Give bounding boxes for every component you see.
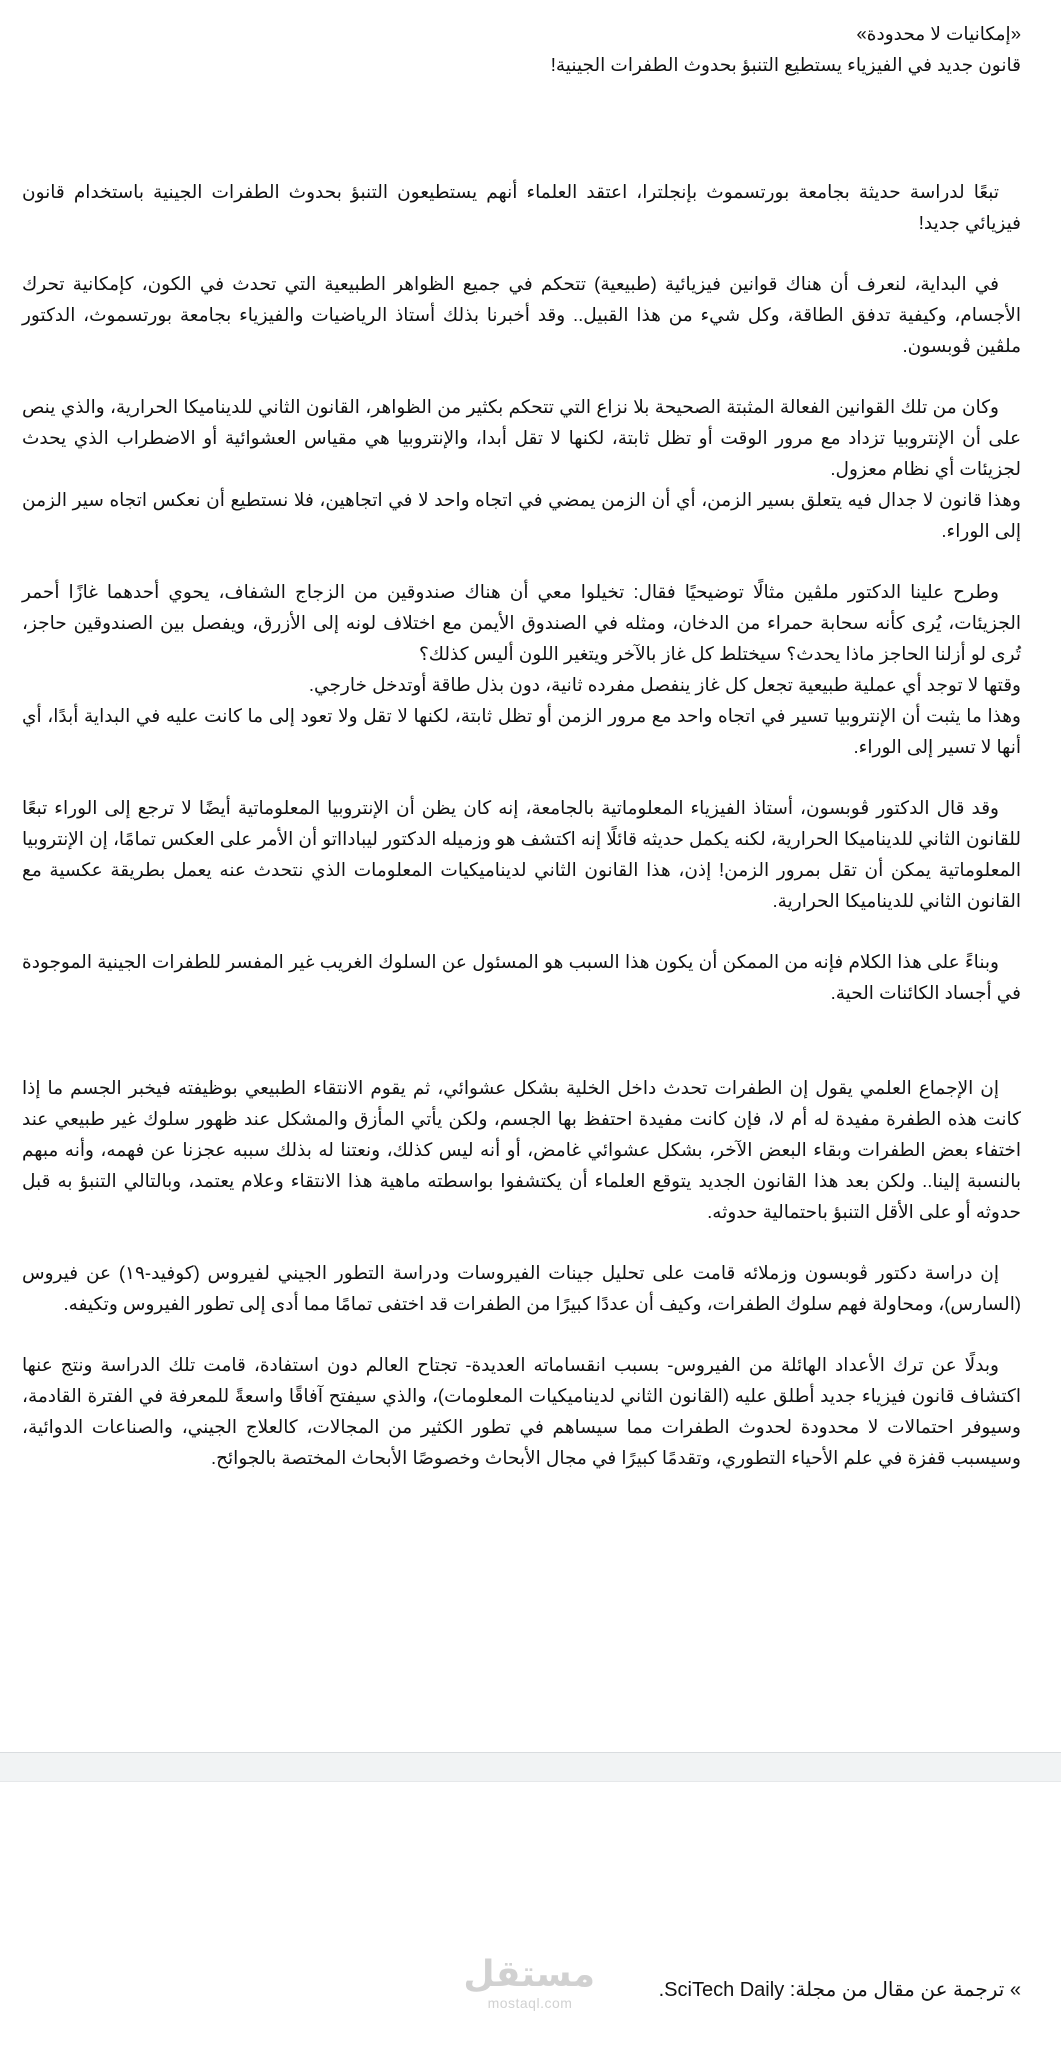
article-series-label: «إمكانيات لا محدودة» bbox=[856, 23, 1021, 44]
mostaql-watermark-logo bbox=[465, 1955, 595, 2011]
article-paragraph-scientific-consensus: إن الإجماع العلمي يقول إن الطفرات تحدث داخل الخلية بشكل عشوائي، ثم يقوم الانتقاء الطبيعي بوظيفته فيخبر الجسم ما إذا كانت هذه الطفرة مفيدة له أم لا، فإن كانت مفيدة احتفظ بها الجسم، ولكن يأتي المأزق والمشكل عند ظهور سلوك غير طبيعي عند اختفاء بعض الطفرات وبقاء البعض الآخر، بشكل عشوائي غامض، أو أنه ليس كذلك، ونعتنا له بذلك سببه عجزنا عن فهمه، وأنه مبهم بالنسبة إلينا.. ولكن بعد هذا القانون الجديد يتوقع العلماء أن يكتشفوا بواسطته ماهية هذا الانتقاء وعلام يعتمد، وبالتالي التنبؤ به قبل حدوثه أو على الأقل التنبؤ باحتمالية حدوثه. bbox=[22, 1077, 1021, 1222]
watermark-brand-url: mostaql.com bbox=[487, 1995, 573, 2011]
page-divider bbox=[0, 1752, 1061, 1782]
article-paragraph-conclusion: وبدلًا عن ترك الأعداد الهائلة من الفيروس- بسبب انقساماته العديدة- تجتاح العالم دون استفادة، قامت تلك الدراسة ونتج عنها اكتشاف قانون فيزياء جديد أطلق عليه (القانون الثاني لديناميكيات المعلومات)، والذي سيفتح آفاقًا واسعةً للمعرفة في الفترة القادمة، وسيوفر احتمالات لا محدودة لحدوث الطفرات مما سيساهم في تطور الكثير من المجالات، كالعلاج الجيني، والصناعات الدوائية، وسيسبب قفزة في علم الأحياء التطوري، وتقدمًا كبيرًا في مجال الأبحاث وخصوصًا الأبحاث المختصة بالجوائح. bbox=[22, 1354, 1021, 1468]
watermark-brand-arabic: مستقل bbox=[463, 1954, 595, 1995]
article-body bbox=[22, 18, 1021, 1473]
article-headline: قانون جديد في الفيزياء يستطيع التنبؤ بحدوث الطفرات الجينية! bbox=[550, 54, 1021, 75]
article-paragraph-mutation-behavior: وبناءً على هذا الكلام فإنه من الممكن أن يكون هذا السبب هو المسئول عن السلوك الغريب غير المفسر للطفرات الجينية الموجودة في أجساد الكائنات الحية. bbox=[22, 951, 1021, 1003]
article-paragraph-physics-laws: في البداية، لنعرف أن هناك قوانين فيزيائية (طبيعية) تتحكم في جميع الظواهر الطبيعية التي تحدث في الكون، كإمكانية تحرك الأجسام، وكيفية تدفق الطاقة، وكل شيء من هذا القبيل.. وقد أخبرنا بذلك أستاذ الرياضيات والفيزياء بجامعة بورتسموث، الدكتور ملڤين ڤوبسون. bbox=[22, 273, 1021, 356]
source-note: » ترجمة عن مقال من مجلة: SciTech Daily. bbox=[658, 1979, 1021, 2001]
article-paragraph-gas-example: وطرح علينا الدكتور ملڤين مثالًا توضيحيًا فقال: تخيلوا معي أن هناك صندوقين من الزجاج الشفاف، يحوي أحدهما غازًا أحمر الجزيئات، يُرى كأنه سحابة حمراء من الدخان، ومثله في الصندوق الأيمن مع اختلاف لونه إلى الأزرق، ويفصل بين الصندوقين حاجز، تُرى لو أزلنا الحاجز ماذا يحدث؟ سيختلط كل غاز بالآخر ويتغير اللون أليس كذلك؟ وقتها لا توجد أي عملية طبيعية تجعل كل غاز ينفصل مفرده ثانية، دون بذل طاقة أوتدخل خارجي. وهذا ما يثبت أن الإنتروبيا تسير في اتجاه واحد مع مرور الزمن أو تظل ثابتة، لكنها لا تقل ولا تعود إلى ما كانت عليه في البداية أبدًا، أي أنها لا تسير إلى الوراء. bbox=[22, 581, 1021, 757]
article-paragraph-entropy: وكان من تلك القوانين الفعالة المثبتة الصحيحة بلا نزاع التي تتحكم بكثير من الظواهر، القانون الثاني للديناميكا الحرارية، والذي ينص على أن الإنتروبيا تزداد مع مرور الوقت أو تظل ثابتة، لكنها لا تقل أبدا، والإنتروبيا هي مقياس العشوائية أو الاضطراب الذي يحدث لجزيئات أي نظام معزول. وهذا قانون لا جدال فيه يتعلق بسير الزمن، أي أن الزمن يمضي في اتجاه واحد لا في اتجاهين، فلا نستطيع أن نعكس اتجاه سير الزمن إلى الوراء. bbox=[22, 396, 1021, 541]
article-paragraph-information-entropy: وقد قال الدكتور ڤوبسون، أستاذ الفيزياء المعلوماتية بالجامعة، إنه كان يظن أن الإنتروبيا المعلوماتية أيضًا لا ترجع إلى الوراء تبعًا للقانون الثاني للديناميكا الحرارية، لكنه يكمل حديثه قائلًا إنه اكتشف هو وزميله الدكتور ليبادااتو أن الأمر على العكس تمامًا، إن الإنتروبيا المعلوماتية يمكن أن تقل بمرور الزمن! إذن، هذا القانون الثاني لديناميكيات المعلومات الذي نتحدث عنه يعمل بطريقة عكسية مع القانون الثاني للديناميكا الحرارية. bbox=[22, 797, 1021, 911]
article-paragraph-intro: تبعًا لدراسة حديثة بجامعة بورتسموث بإنجلترا، اعتقد العلماء أنهم يستطيعون التنبؤ بحدوث الطفرات الجينية باستخدام قانون فيزيائي جديد! bbox=[22, 181, 1021, 233]
article-paragraph-virus-study: إن دراسة دكتور ڤوبسون وزملائه قامت على تحليل جينات الفيروسات ودراسة التطور الجيني لفيروس (كوفيد-١٩) عن فيروس (السارس)، ومحاولة فهم سلوك الطفرات، وكيف أن عددًا كبيرًا من الطفرات قد اختفى تمامًا مما أدى إلى تطور الفيروس وتكيفه. bbox=[22, 1262, 1021, 1314]
